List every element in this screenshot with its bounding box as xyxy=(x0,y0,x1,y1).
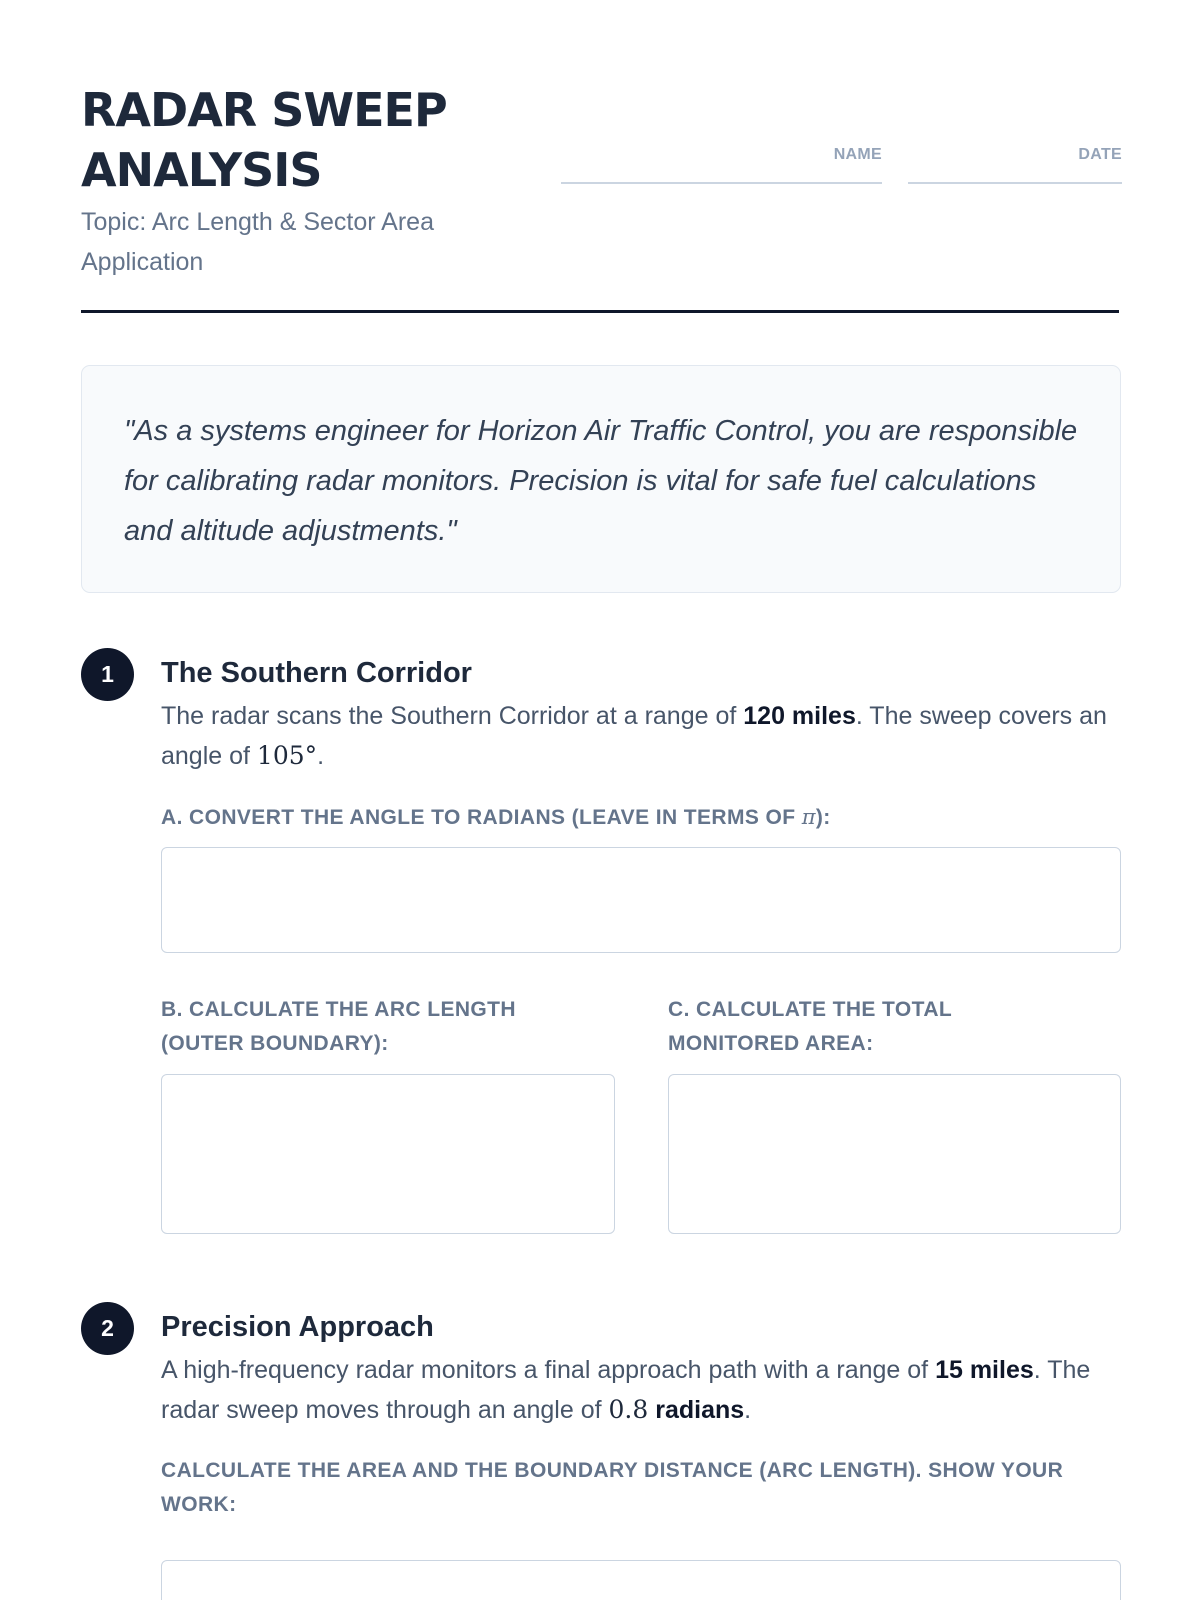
part-b-label: B. CALCULATE THE ARC LENGTH (OUTER BOUNDARY): xyxy=(161,998,516,1055)
range-value: 15 miles xyxy=(935,1356,1034,1384)
problem-number-badge: 2 xyxy=(81,1302,134,1355)
angle-value: 0.8 xyxy=(608,1395,649,1424)
pi-symbol: π xyxy=(801,805,816,829)
problem-title: Precision Approach xyxy=(161,1311,434,1343)
problem-1 xyxy=(81,648,1121,1238)
part-c-label: C. CALCULATE THE TOTAL MONITORED AREA: xyxy=(668,998,952,1055)
description-text: . The radar sweep moves through an angle of xyxy=(161,1356,1091,1424)
part-a-end: ): xyxy=(815,806,831,829)
description-text: The radar scans the Southern Corridor at a range of xyxy=(161,702,744,730)
part-a-text: A. CONVERT THE ANGLE TO RADIANS (LEAVE IN TERMS OF xyxy=(161,806,802,829)
description-text: . The sweep covers an angle of xyxy=(161,702,1107,770)
title-line-2: ANALYSIS xyxy=(81,143,322,197)
problem-title: The Southern Corridor xyxy=(161,657,472,689)
page-title xyxy=(81,80,501,200)
description-text: A high-frequency radar monitors a final approach path with a range of xyxy=(161,1356,936,1384)
problem-description xyxy=(161,696,1121,776)
date-label: DATE xyxy=(1078,146,1122,163)
part-b-answer-box[interactable] xyxy=(161,1074,615,1234)
angle-unit: radians xyxy=(655,1396,745,1424)
range-value: 120 miles xyxy=(743,702,856,730)
problem-description xyxy=(161,1350,1121,1430)
work-answer-box[interactable] xyxy=(161,1560,1121,1600)
scenario-box xyxy=(81,365,1121,593)
angle-value: 105° xyxy=(256,741,318,770)
problem-number-badge: 1 xyxy=(81,648,134,701)
date-field[interactable] xyxy=(908,140,1122,184)
scenario-text: "As a systems engineer for Horizon Air Traffic Control, you are responsible for calibrating radar monitors. Precision is vital for safe fuel calculations and altitude adjustments." xyxy=(124,415,1078,547)
name-field[interactable] xyxy=(561,140,882,184)
part-a-label xyxy=(161,800,831,835)
description-text: . xyxy=(317,742,325,770)
problem-2 xyxy=(81,1302,1121,1600)
description-text: . xyxy=(744,1396,752,1424)
part-a-answer-box[interactable] xyxy=(161,847,1121,953)
name-label: NAME xyxy=(833,146,882,163)
part-c-answer-box[interactable] xyxy=(668,1074,1121,1234)
title-line-1: RADAR SWEEP xyxy=(81,83,447,137)
work-question-label: CALCULATE THE AREA AND THE BOUNDARY DISTANCE (ARC LENGTH). SHOW YOUR WORK: xyxy=(161,1459,1064,1516)
worksheet-header xyxy=(81,80,1122,313)
topic-subtitle: Topic: Arc Length & Sector Area Application xyxy=(81,208,434,276)
